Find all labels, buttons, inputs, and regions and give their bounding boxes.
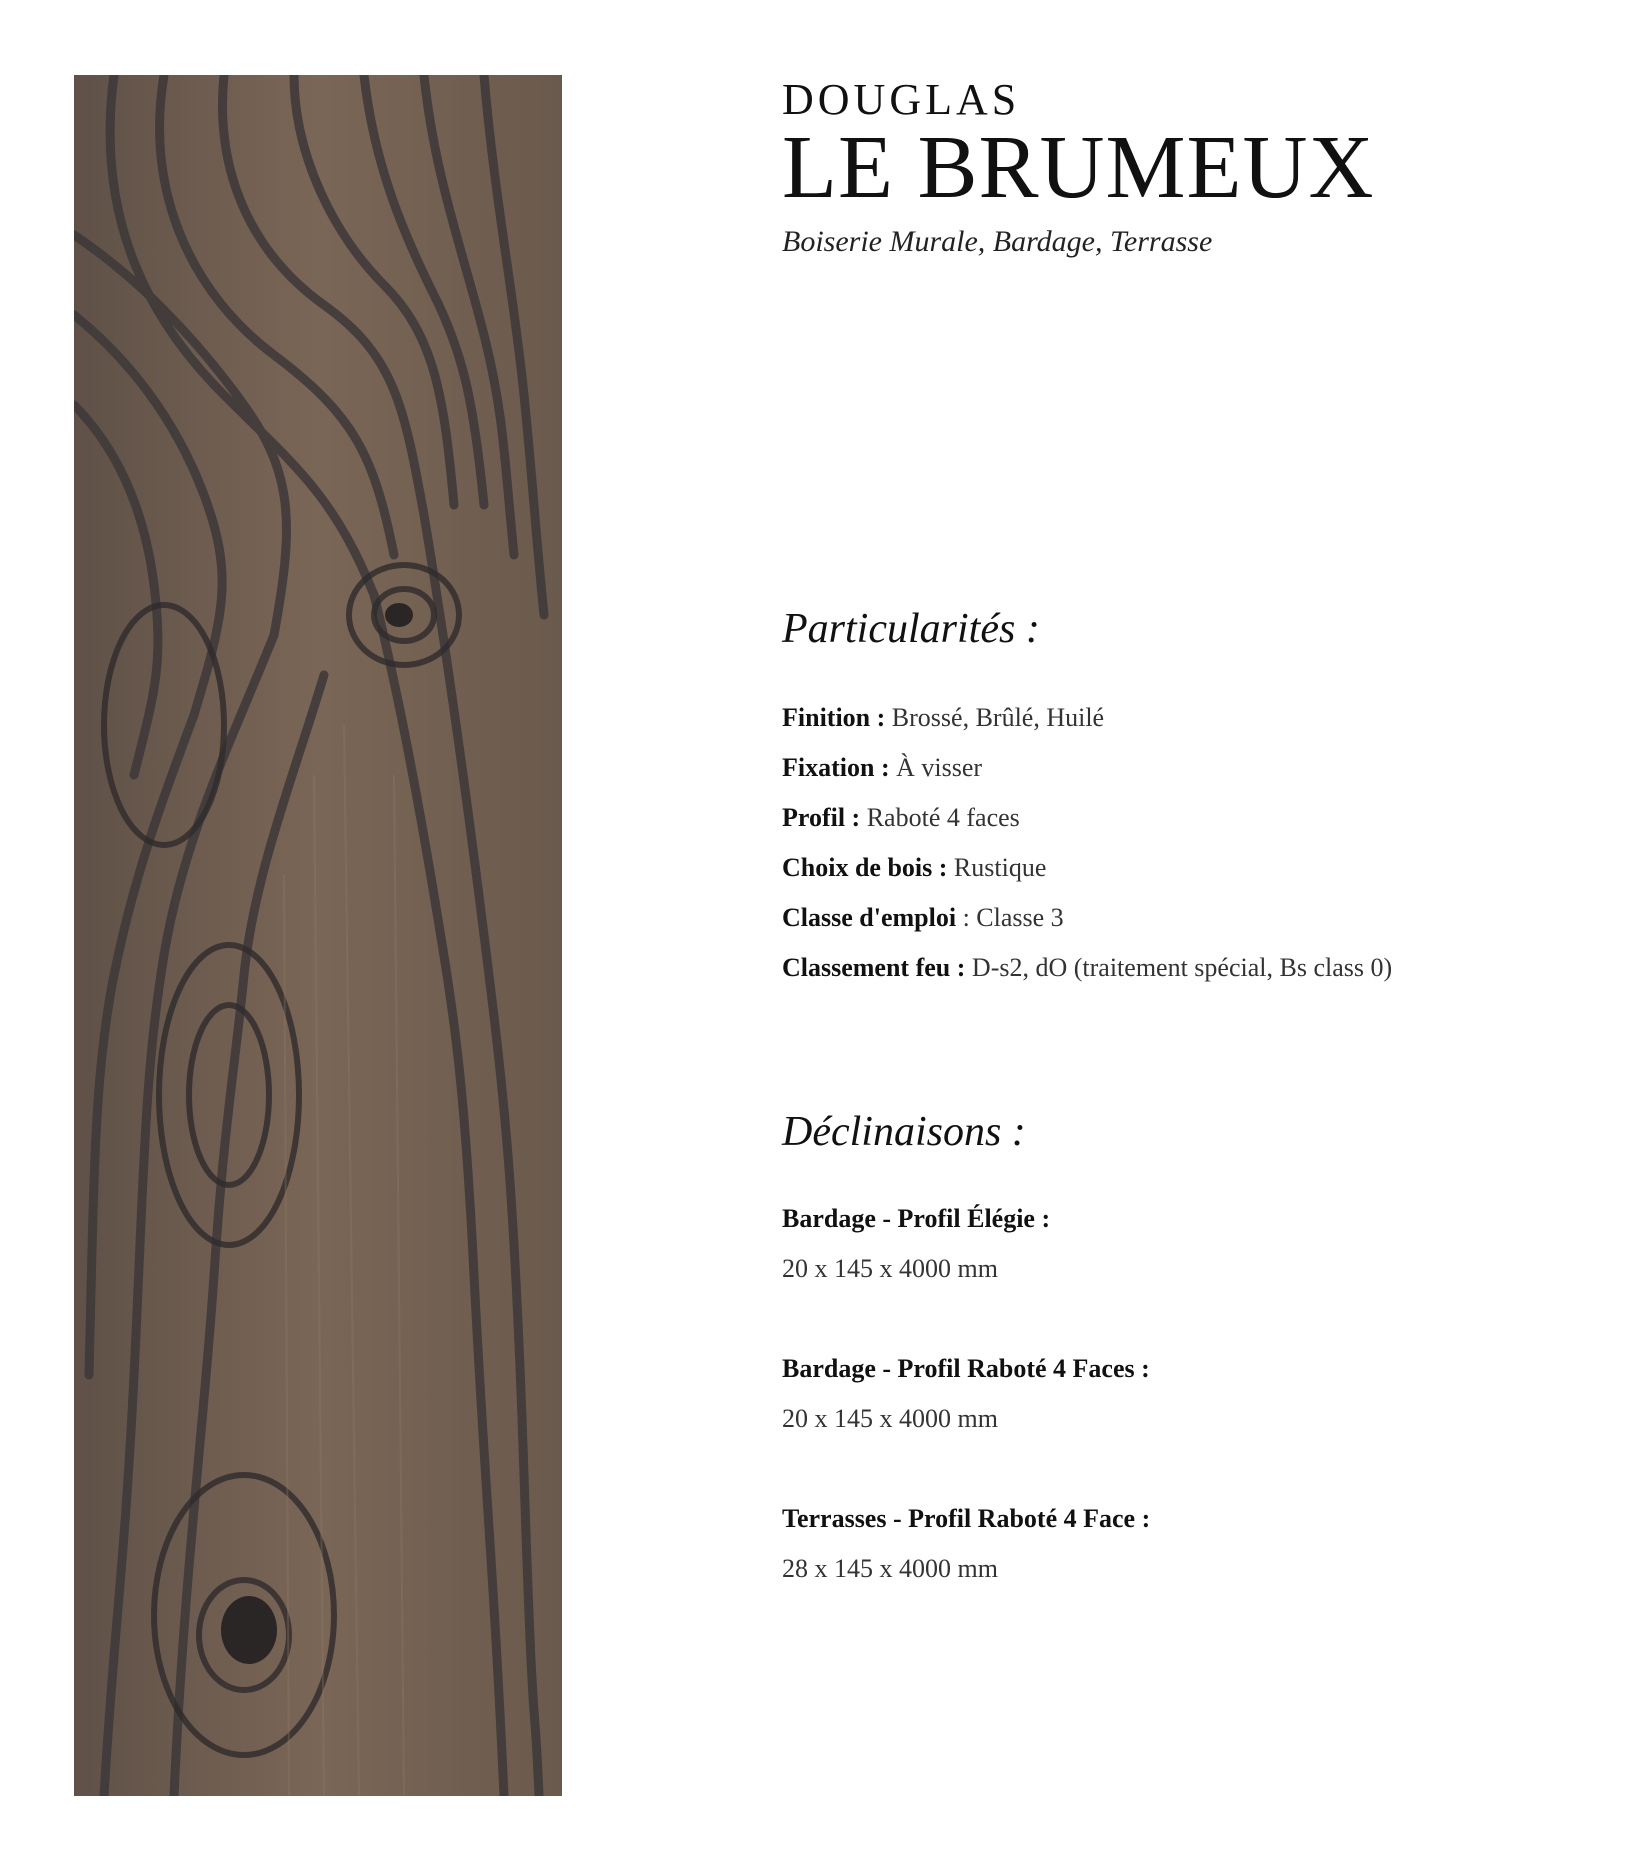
- variant-item: [782, 1344, 1150, 1444]
- spec-finition: [782, 693, 1392, 743]
- variant-name: Bardage - Profil Raboté 4 Faces :: [782, 1354, 1150, 1383]
- particularites-title: Particularités :: [782, 606, 1040, 652]
- product-subtitle: Boiserie Murale, Bardage, Terrasse: [782, 225, 1213, 258]
- spec-classe-emploi: [782, 893, 1392, 943]
- variant-dimensions: 20 x 145 x 4000 mm: [782, 1404, 998, 1433]
- product-info: [782, 75, 1602, 1583]
- wood-grain-illustration: [74, 75, 562, 1796]
- spec-label: Profil :: [782, 803, 861, 832]
- variant-item: [782, 1494, 1150, 1594]
- spec-list: [782, 693, 1392, 993]
- spec-classement-feu: [782, 943, 1392, 993]
- title-block: [782, 75, 1602, 259]
- variant-item: [782, 1194, 1150, 1294]
- spec-label: Fixation :: [782, 753, 890, 782]
- brand-name: DOUGLAS: [782, 75, 1021, 124]
- spec-label: Choix de bois :: [782, 853, 948, 882]
- spec-profil: [782, 793, 1392, 843]
- variant-list: [782, 1194, 1150, 1594]
- spec-label: Finition :: [782, 703, 886, 732]
- spec-value: Raboté 4 faces: [860, 803, 1020, 832]
- spec-value: Rustique: [947, 853, 1047, 882]
- spec-value: À visser: [889, 753, 983, 782]
- particularites-section: [782, 605, 1392, 993]
- variant-dimensions: 28 x 145 x 4000 mm: [782, 1554, 998, 1583]
- product-name: LE BRUMEUX: [782, 118, 1375, 217]
- spec-choix-bois: [782, 843, 1392, 893]
- spec-value: Brossé, Brûlé, Huilé: [885, 703, 1105, 732]
- wood-texture-image: [74, 75, 562, 1796]
- variant-dimensions: 20 x 145 x 4000 mm: [782, 1254, 998, 1283]
- spec-fixation: [782, 743, 1392, 793]
- spec-value: : Classe 3: [956, 903, 1064, 932]
- declinaisons-title: Déclinaisons :: [782, 1109, 1026, 1155]
- variant-name: Terrasses - Profil Raboté 4 Face :: [782, 1504, 1151, 1533]
- spec-label: Classe d'emploi: [782, 903, 957, 932]
- declinaisons-section: [782, 1108, 1150, 1594]
- variant-name: Bardage - Profil Élégie :: [782, 1204, 1051, 1233]
- spec-label: Classement feu :: [782, 953, 966, 982]
- spec-value: D-s2, dO (traitement spécial, Bs class 0): [965, 953, 1393, 982]
